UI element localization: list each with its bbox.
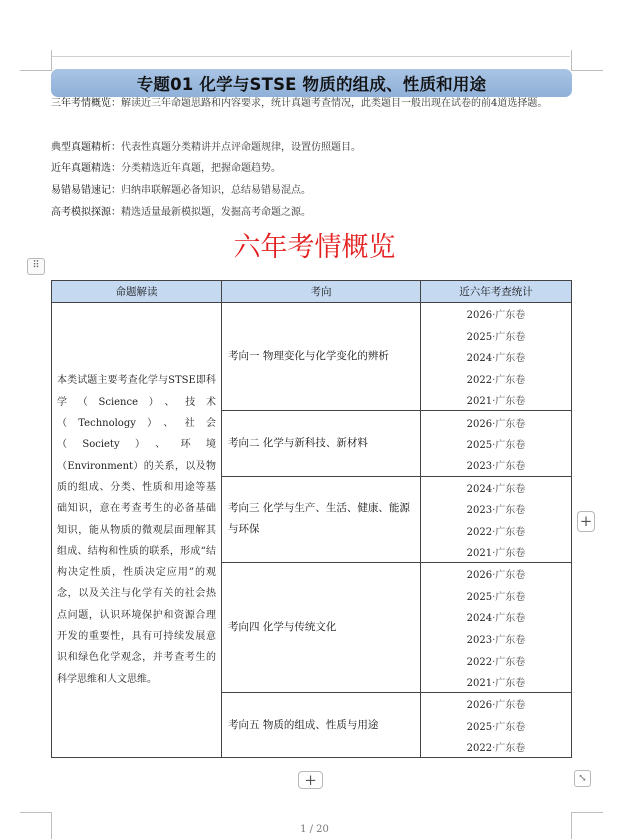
stat-cell: [421, 476, 572, 498]
intro-key: 近年真题精选：: [51, 163, 121, 174]
stat-cell: [421, 584, 572, 606]
page-corner-mark: [571, 70, 603, 71]
stat-cell: [421, 715, 572, 737]
stat-province: ·广东卷: [492, 743, 526, 755]
document-title: 专题01 化学与STSE 物质的组成、性质和用途: [136, 75, 487, 94]
intro-text: 代表性真题分类精讲并点评命题规律，设置仿照题目。: [121, 142, 361, 153]
stat-year: 2021: [466, 548, 493, 560]
stat-cell: [421, 346, 572, 368]
page-number: 1 / 20: [300, 824, 329, 835]
page-corner-mark: [20, 812, 52, 813]
header-rule: [52, 56, 570, 57]
header-direction: 考向: [222, 281, 421, 303]
stat-province: ·广东卷: [492, 656, 526, 668]
stat-year: 2025: [466, 591, 493, 603]
stat-cell: [421, 606, 572, 628]
stat-year: 2021: [466, 678, 493, 690]
page-corner-mark: [571, 50, 572, 71]
stat-province: ·广东卷: [492, 439, 526, 451]
stat-cell: [421, 498, 572, 520]
stat-year: 2026: [466, 700, 493, 712]
page-corner-mark: [571, 812, 603, 813]
intro-key: 易错易错速记：: [51, 185, 121, 196]
header-statistics: 近六年考查统计: [421, 281, 572, 303]
stat-cell: [421, 563, 572, 585]
stat-cell: [421, 324, 572, 346]
stat-province: ·广东卷: [492, 526, 526, 538]
intro-key: 典型真题精析：: [51, 142, 121, 153]
stat-cell: [421, 671, 572, 693]
intro-key: 高考模拟探源：: [51, 207, 121, 218]
stat-cell: [421, 736, 572, 758]
stat-year: 2025: [466, 439, 493, 451]
stat-cell: [421, 389, 572, 411]
exam-stats-table: [51, 280, 572, 758]
add-row-button[interactable]: +: [298, 771, 323, 789]
stat-year: 2022: [466, 526, 493, 538]
add-column-button[interactable]: +: [577, 511, 595, 532]
page-corner-mark: [51, 50, 52, 71]
intro-line: [51, 93, 573, 114]
stat-province: ·广东卷: [492, 635, 526, 647]
direction-cell: 考向四 化学与传统文化: [222, 563, 421, 693]
stat-year: 2025: [466, 721, 493, 733]
stat-year: 2024: [466, 613, 493, 625]
stat-province: ·广东卷: [492, 505, 526, 517]
stat-cell: [421, 368, 572, 390]
interpretation-cell: 本类试题主要考查化学与STSE即科学（Science）、技术（Technology）、社会（Society）、环境（Environment）的关系，以及物质的组成、分类、性质和用途等基础知识，意在考查考生的必备基础知识，能从物质的微观层面理解其组成、结构和性质的联系，形成“结构决定性质，性质决定应用”的观念，以及关注与化学有关的社会热点问题，认识环境保护和资源合理开发的重要性，具有可持续发展意识和绿色化学观念，并考查考生的科学思维和人文思维。: [52, 303, 222, 758]
stat-province: ·广东卷: [492, 374, 526, 386]
stat-year: 2024: [466, 483, 493, 495]
stat-year: 2026: [466, 310, 493, 322]
stat-cell: [421, 433, 572, 455]
intro-line: [51, 180, 573, 201]
stat-province: ·广东卷: [492, 353, 526, 365]
stat-cell: [421, 628, 572, 650]
stat-year: 2024: [466, 353, 493, 365]
direction-cell: 考向五 物质的组成、性质与用途: [222, 693, 421, 758]
stat-cell: [421, 454, 572, 476]
intro-text: 分类精选近年真题，把握命题趋势。: [121, 163, 281, 174]
stat-province: ·广东卷: [492, 310, 526, 322]
header-interpretation: 命题解读: [52, 281, 222, 303]
page-corner-mark: [20, 70, 52, 71]
section-heading: 六年考情概览: [233, 232, 396, 263]
stat-cell: [421, 541, 572, 563]
direction-cell: 考向三 化学与生产、生活、健康、能源与环保: [222, 476, 421, 563]
stat-year: 2023: [466, 461, 493, 473]
direction-cell: 考向一 物理变化与化学变化的辨析: [222, 303, 421, 411]
stat-cell: [421, 650, 572, 672]
table-move-handle-icon[interactable]: ⠿: [27, 258, 45, 275]
stat-cell: [421, 303, 572, 325]
stat-cell: [421, 519, 572, 541]
stat-province: ·广东卷: [492, 548, 526, 560]
stat-year: 2021: [466, 396, 493, 408]
stat-year: 2026: [466, 570, 493, 582]
stat-year: 2022: [466, 743, 493, 755]
intro-text: 解读近三年命题思路和内容要求，统计真题考查情况，此类题目一般出现在试卷的前4道选择题。: [121, 98, 548, 109]
stat-year: 2023: [466, 505, 493, 517]
intro-line: [51, 137, 573, 158]
stat-province: ·广东卷: [492, 721, 526, 733]
stat-year: 2026: [466, 418, 493, 430]
intro-line: [51, 158, 573, 179]
intro-text: 精选适量最新模拟题，发掘高考命题之源。: [121, 207, 311, 218]
stat-province: ·广东卷: [492, 461, 526, 473]
stat-year: 2022: [466, 656, 493, 668]
stat-province: ·广东卷: [492, 483, 526, 495]
stat-province: ·广东卷: [492, 613, 526, 625]
direction-cell: 考向二 化学与新科技、新材料: [222, 411, 421, 476]
table-resize-icon[interactable]: ⤡: [574, 770, 591, 787]
stat-year: 2023: [466, 635, 493, 647]
stat-province: ·广东卷: [492, 700, 526, 712]
intro-text: 归纳串联解题必备知识，总结易错易混点。: [121, 185, 311, 196]
stat-province: ·广东卷: [492, 418, 526, 430]
stat-province: ·广东卷: [492, 678, 526, 690]
stat-province: ·广东卷: [492, 570, 526, 582]
intro-key: 三年考情概览：: [51, 98, 121, 109]
stat-province: ·广东卷: [492, 396, 526, 408]
intro-line: [51, 202, 573, 223]
stat-province: ·广东卷: [492, 331, 526, 343]
stat-year: 2025: [466, 331, 493, 343]
stat-year: 2022: [466, 374, 493, 386]
stat-province: ·广东卷: [492, 591, 526, 603]
stat-cell: [421, 411, 572, 433]
stat-cell: [421, 693, 572, 715]
